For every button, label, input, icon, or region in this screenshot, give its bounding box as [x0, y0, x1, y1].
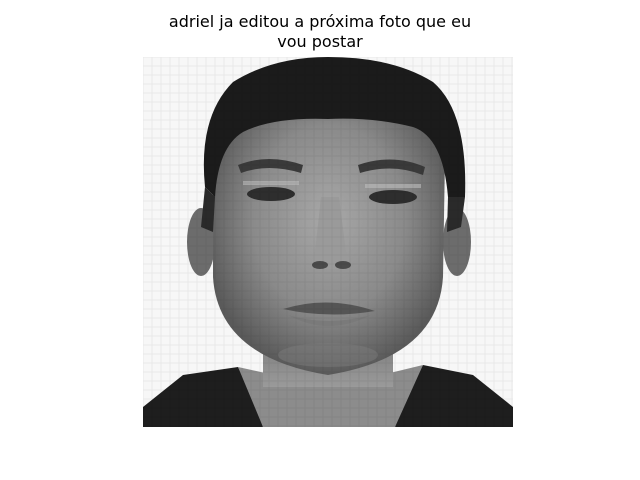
- face-photo: [143, 57, 513, 427]
- figure-title-line-2: vou postar: [277, 32, 363, 51]
- figure-title-line-1: adriel ja editou a próxima foto que eu: [168, 12, 472, 31]
- figure-title: [0, 12, 640, 52]
